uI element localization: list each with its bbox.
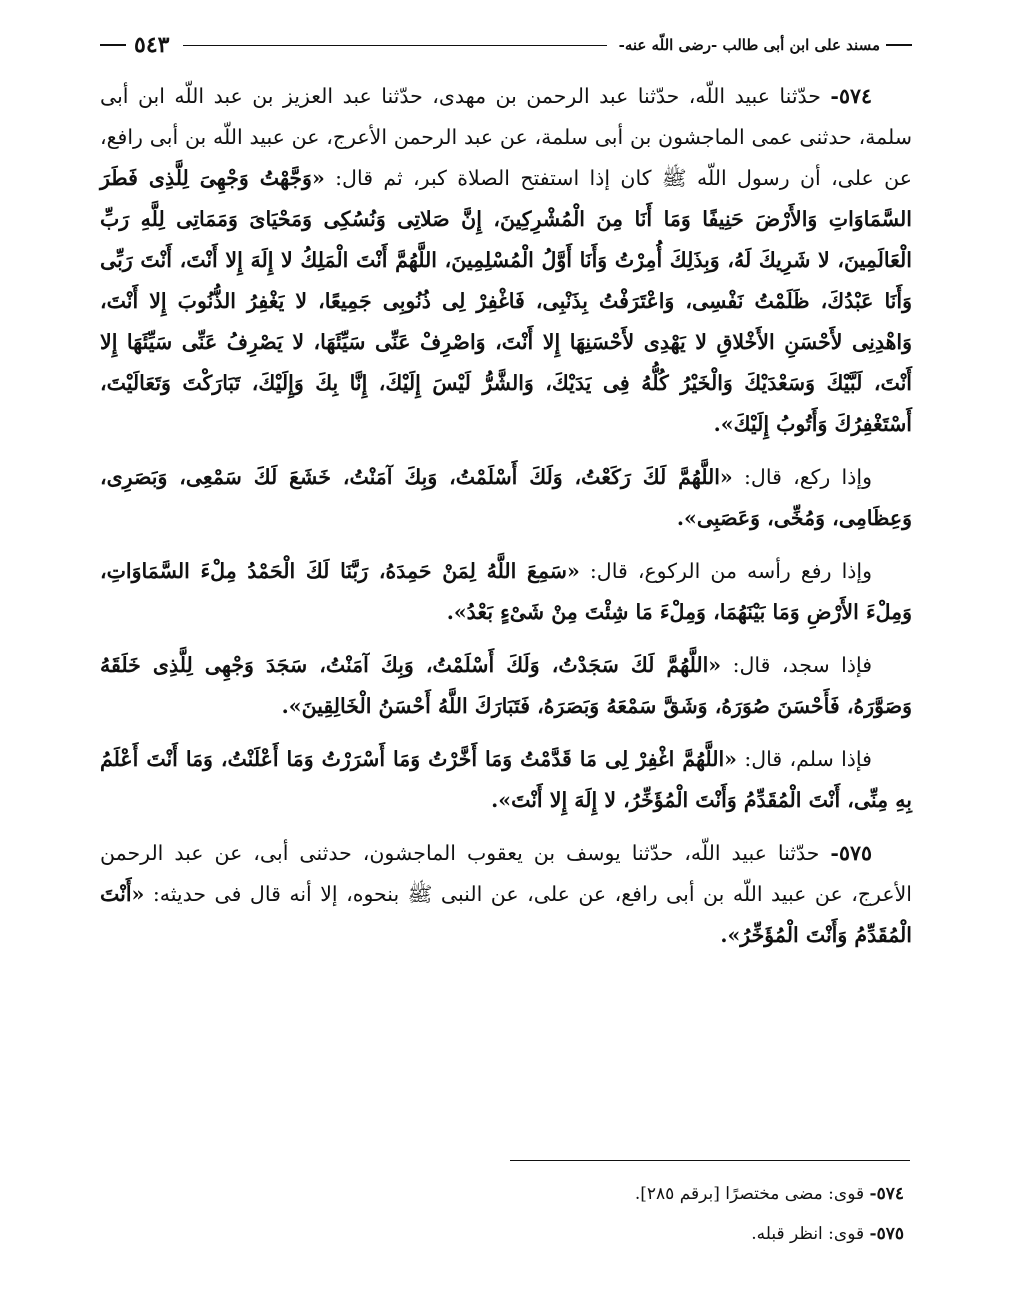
sujud-paragraph bbox=[100, 645, 912, 727]
sujud-intro: فإذا سجد، قال: bbox=[732, 653, 872, 677]
rise-dua: «سَمِعَ اللَّهُ لِمَنْ حَمِدَهُ، رَبَّنَا لَكَ الْحَمْدُ مِلْءَ السَّمَاوَاتِ، وَمِلْءَ الأَرْضِ وَمَا بَيْنَهُمَا، وَمِلْءَ مَا شِئْتَ مِنْ شَىْءٍ بَعْدُ». bbox=[100, 559, 912, 624]
footnotes bbox=[100, 1176, 912, 1256]
header-title: مسند على ابن أبى طالب -رضى اللّه عنه- bbox=[618, 36, 880, 54]
ruku-paragraph bbox=[100, 457, 912, 539]
rise-intro: وإذا رفع رأسه من الركوع، قال: bbox=[589, 559, 872, 583]
footnote-item bbox=[100, 1176, 904, 1212]
footnote-number: ٥٧٤- bbox=[869, 1184, 904, 1204]
footnote-text: قوى: انظر قبله. bbox=[751, 1224, 865, 1244]
header-rule bbox=[183, 45, 606, 46]
salam-paragraph bbox=[100, 739, 912, 821]
salam-intro: فإذا سلم، قال: bbox=[744, 747, 872, 771]
main-text bbox=[100, 76, 912, 968]
hadith-574 bbox=[100, 76, 912, 445]
salam-dua: «اللَّهُمَّ اغْفِرْ لِى مَا قَدَّمْتُ وَمَا أَخَّرْتُ وَمَا أَسْرَرْتُ وَمَا أَعْلَنْتُ، وَمَا أَنْتَ أَعْلَمُ بِهِ مِنِّى، أَنْتَ الْمُقَدِّمُ وَأَنْتَ الْمُؤَخِّرُ، لا إِلَهَ إِلا أَنْتَ». bbox=[100, 747, 912, 812]
hadith-dua: «أَنْتَ الْمُقَدِّمُ وَأَنْتَ الْمُؤَخِّرُ». bbox=[100, 882, 912, 947]
running-header bbox=[100, 30, 912, 60]
ruku-dua: «اللَّهُمَّ لَكَ رَكَعْتُ، وَلَكَ أَسْلَمْتُ، وَبِكَ آمَنْتُ، خَشَعَ لَكَ سَمْعِى، وَبَصَرِى، وَعِظَامِى، وَمُخِّى، وَعَصَبِى». bbox=[100, 465, 912, 530]
header-dash bbox=[886, 44, 912, 46]
rise-paragraph bbox=[100, 551, 912, 633]
hadith-isnad: حدّثنا عبيد اللّه، حدّثنا يوسف بن يعقوب الماجشون، حدثنى أبى، عن عبد الرحمن الأعرج، عن عبيد اللّه بن أبى رافع، عن على، عن النبى ﷺ بنحوه، إلا أنه قال فى حديثه: bbox=[100, 841, 912, 906]
footnote-text: قوى: مضى مختصرًا [برقم ٢٨٥]. bbox=[634, 1184, 865, 1204]
page-number: ٥٤٣ bbox=[134, 32, 170, 58]
hadith-number: ٥٧٥- bbox=[830, 841, 872, 865]
footnote-item bbox=[100, 1216, 904, 1252]
footnote-separator bbox=[510, 1160, 910, 1161]
sujud-dua: «اللَّهُمَّ لَكَ سَجَدْتُ، وَلَكَ أَسْلَمْتُ، وَبِكَ آمَنْتُ، سَجَدَ وَجْهِى لِلَّذِى خَلَقَهُ وَصَوَّرَهُ، فَأَحْسَنَ صُوَرَهُ، وَشَقَّ سَمْعَهُ وَبَصَرَهُ، فَتَبَارَكَ اللَّهُ أَحْسَنُ الْخَالِقِينَ». bbox=[100, 653, 912, 718]
header-dash-end bbox=[100, 44, 126, 46]
hadith-dua: «وَجَّهْتُ وَجْهِىَ لِلَّذِى فَطَرَ السَّمَاوَاتِ وَالأَرْضَ حَنِيفًا وَمَا أَنَا مِنَ الْمُشْرِكِينَ، إِنَّ صَلاتِى وَنُسُكِى وَمَحْيَاىَ وَمَمَاتِى لِلَّهِ رَبِّ الْعَالَمِينَ، لا شَرِيكَ لَهُ، وَبِذَلِكَ أُمِرْتُ وَأَنَا أَوَّلُ الْمُسْلِمِينَ، اللَّهُمَّ أَنْتَ الْمَلِكُ لا إِلَهَ إِلا أَنْتَ، أَنْتَ رَبِّى وَأَنَا عَبْدُكَ، ظَلَمْتُ نَفْسِى، وَاعْتَرَفْتُ بِذَنْبِى، فَاغْفِرْ لِى ذُنُوبِى جَمِيعًا، لا يَغْفِرُ الذُّنُوبَ إِلا أَنْتَ، وَاهْدِنِى لأَحْسَنِ الأَخْلاقِ لا يَهْدِى لأَحْسَنِهَا إِلا أَنْتَ، وَاصْرِفْ عَنِّى سَيِّئَهَا، لا يَصْرِفُ عَنِّى سَيِّئَهَا إِلا أَنْتَ، لَبَّيْكَ وَسَعْدَيْكَ وَالْخَيْرُ كُلُّهُ فِى يَدَيْكَ، وَالشَّرُّ لَيْسَ إِلَيْكَ، إِنَّا بِكَ وَإِلَيْكَ، تَبَارَكْتَ وَتَعَالَيْتَ، أَسْتَغْفِرُكَ وَأَتُوبُ إِلَيْكَ». bbox=[100, 166, 912, 436]
hadith-isnad: حدّثنا عبيد اللّه، حدّثنا عبد الرحمن بن مهدى، حدّثنا عبد العزيز بن عبد اللّه ابن أبى سلمة، حدثنى عمى الماجشون بن أبى سلمة، عن عبد الرحمن الأعرج، عن عبيد اللّه بن أبى رافع، عن على، أن رسول اللّه ﷺ كان إذا استفتح الصلاة كبر، ثم قال: bbox=[100, 84, 912, 190]
footnote-number: ٥٧٥- bbox=[869, 1224, 904, 1244]
hadith-575 bbox=[100, 833, 912, 956]
hadith-number: ٥٧٤- bbox=[830, 84, 872, 108]
ruku-intro: وإذا ركع، قال: bbox=[744, 465, 872, 489]
